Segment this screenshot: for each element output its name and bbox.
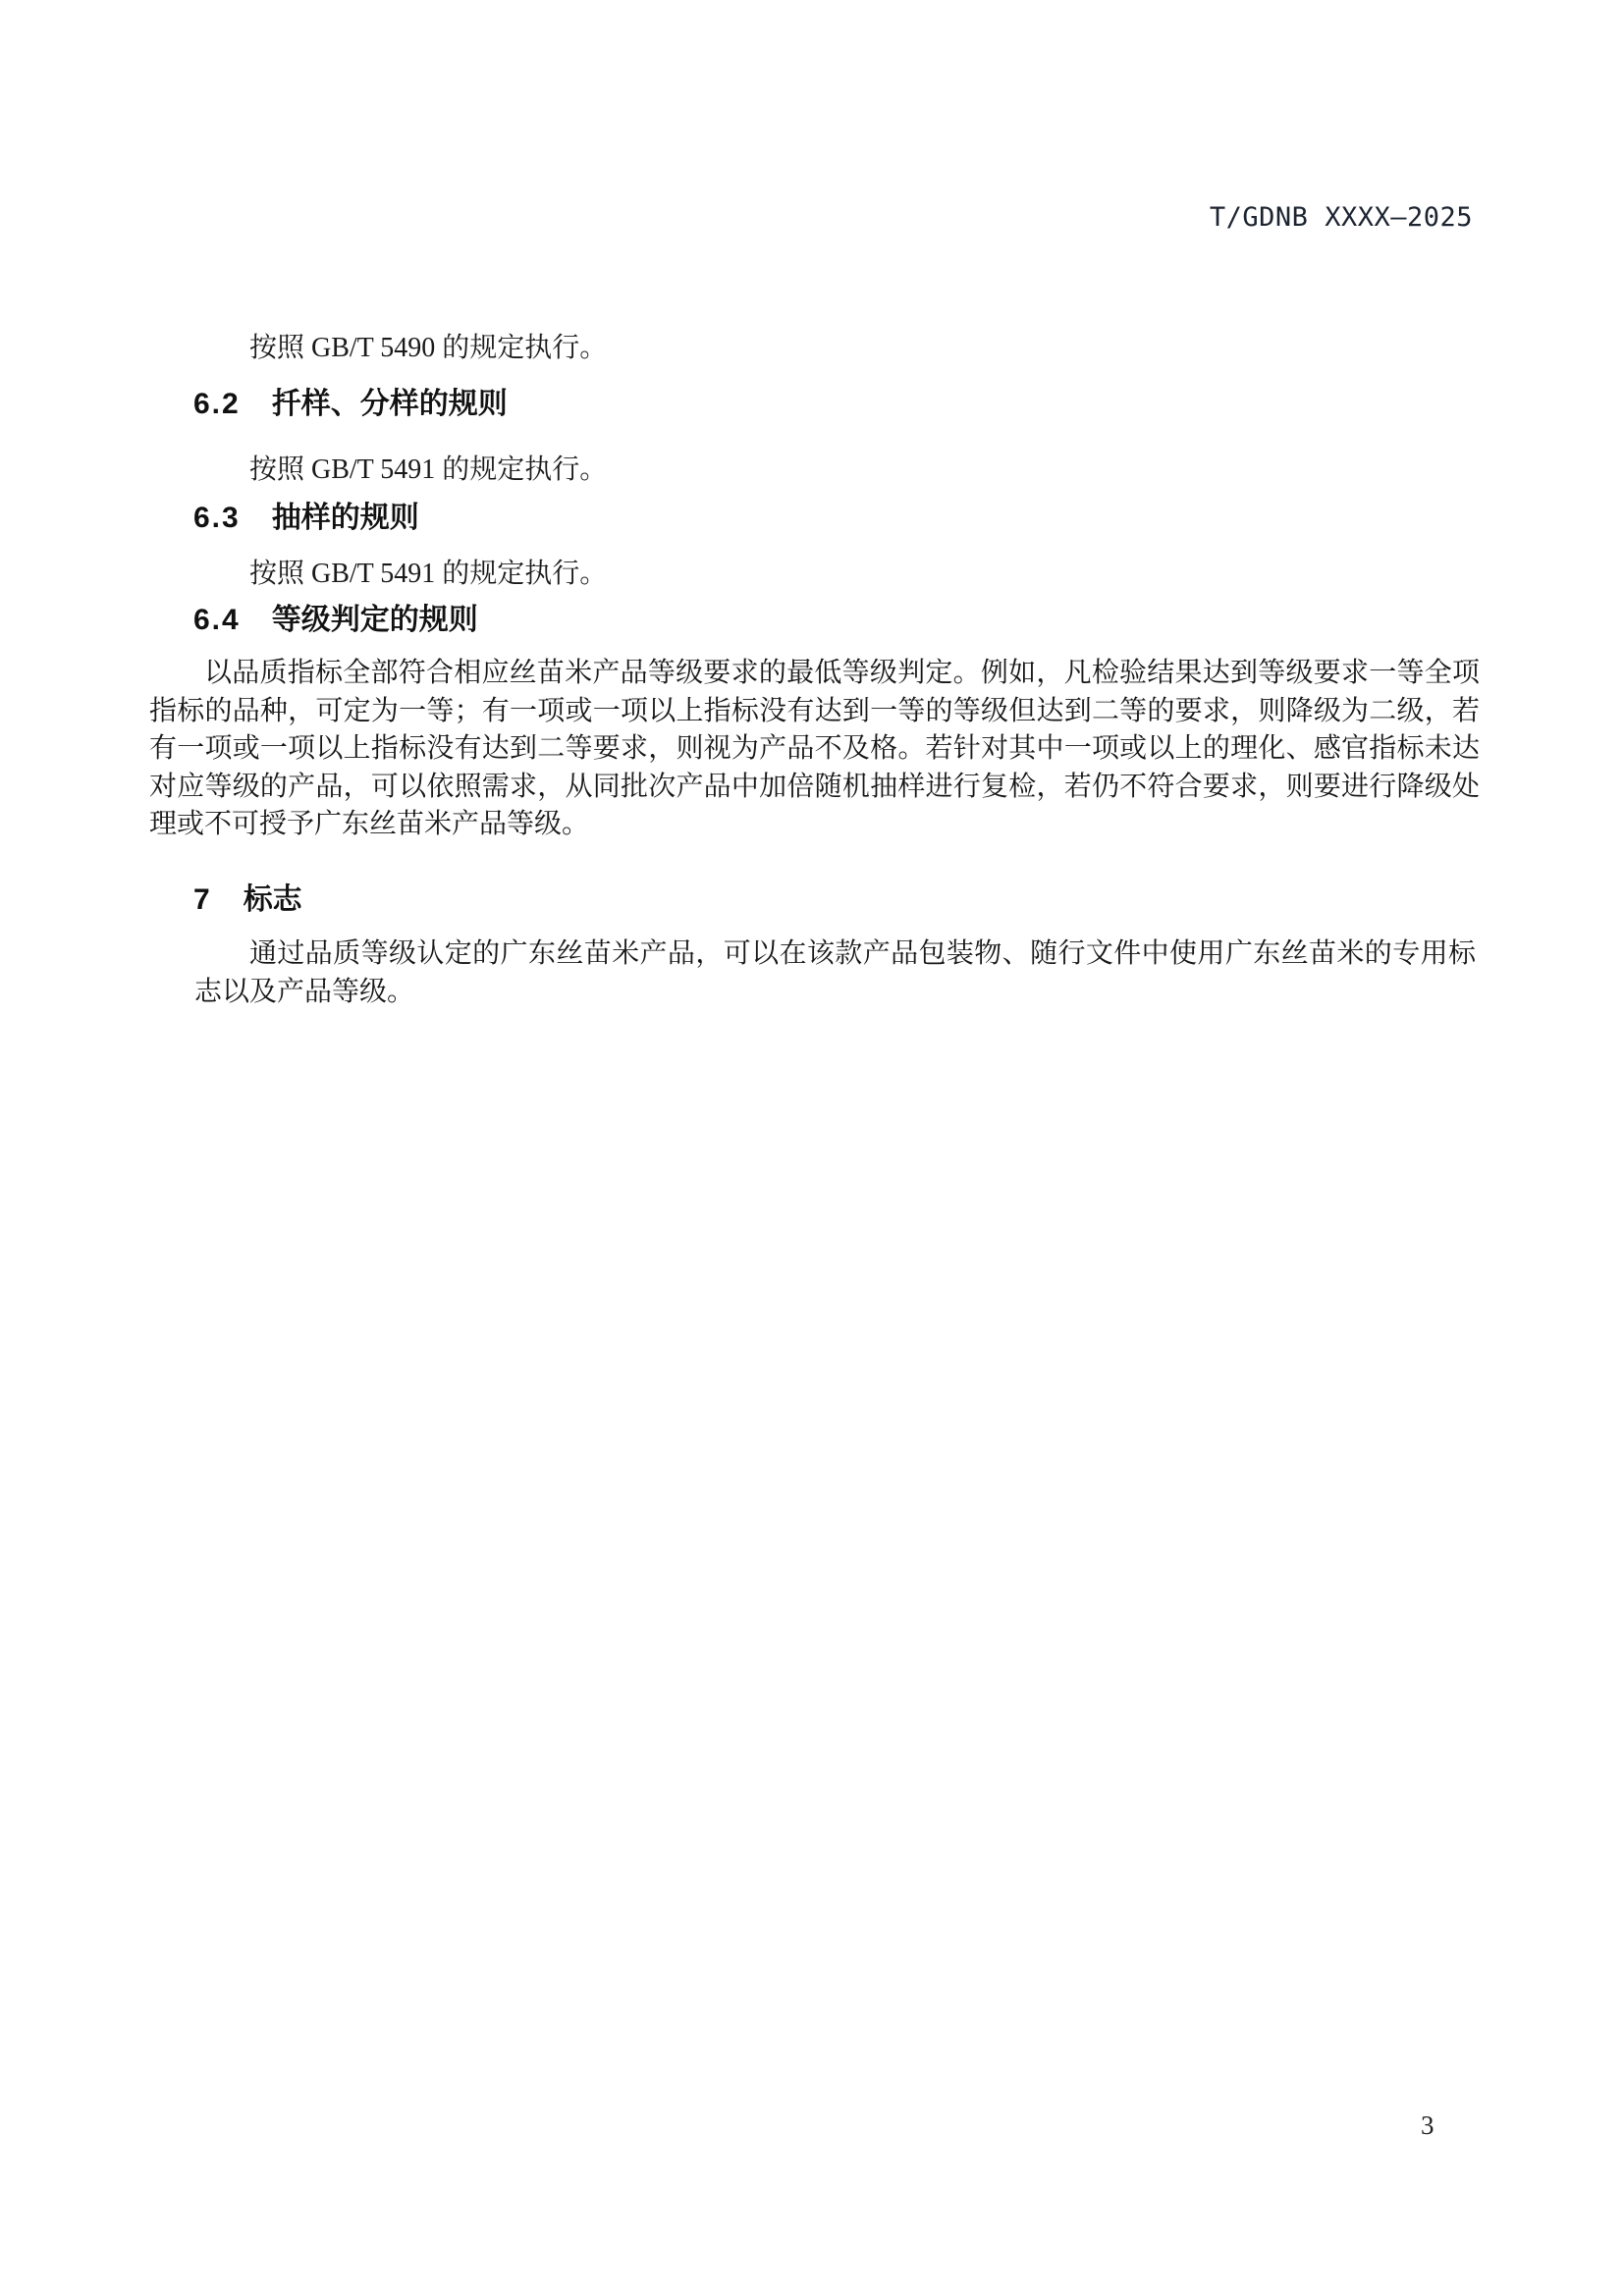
page-number: 3 [1421, 2110, 1435, 2140]
section-heading-6-3 [193, 501, 419, 536]
section-title-6-4: 等级判定的规则 [271, 604, 478, 636]
section-heading-6-2 [193, 387, 508, 422]
clause-6-2: 按照 GB/T 5491 的规定执行。 [249, 454, 608, 485]
section-number-6-3: 6.3 [193, 502, 241, 534]
section-number-6-4: 6.4 [193, 604, 241, 636]
doc-code-header: T/GDNB XXXX—2025 [1209, 202, 1473, 233]
paragraph-7: 通过品质等级认定的广东丝苗米产品，可以在该款产品包装物、随行文件中使用广东丝苗米的专用标志以及产品等级。 [194, 938, 1476, 1007]
section-number-6-2: 6.2 [193, 388, 241, 420]
section-title-6-3: 抽样的规则 [271, 502, 419, 534]
section-number-7: 7 [193, 883, 212, 916]
section-title-6-2: 扦样、分样的规则 [271, 388, 508, 420]
section-heading-6-4 [193, 603, 478, 638]
section-heading-7 [193, 882, 302, 918]
clause-6-1: 按照 GB/T 5490 的规定执行。 [249, 333, 608, 363]
clause-6-3: 按照 GB/T 5491 的规定执行。 [249, 559, 608, 589]
section-title-7: 标志 [243, 883, 302, 916]
paragraph-6-4: 以品质指标全部符合相应丝苗米产品等级要求的最低等级判定。例如，凡检验结果达到等级要求一等全项指标的品种，可定为一等；有一项或一项以上指标没有达到一等的等级但达到二等的要求，则降级为二级，若有一项或一项以上指标没有达到二等要求，则视为产品不及格。若针对其中一项或以上的理化、感官指标未达对应等级的产品，可以依照需求，从同批次产品中加倍随机抽样进行复检，若仍不符合要求，则要进行降级处理或不可授予广东丝苗米产品等级。 [149, 658, 1480, 839]
